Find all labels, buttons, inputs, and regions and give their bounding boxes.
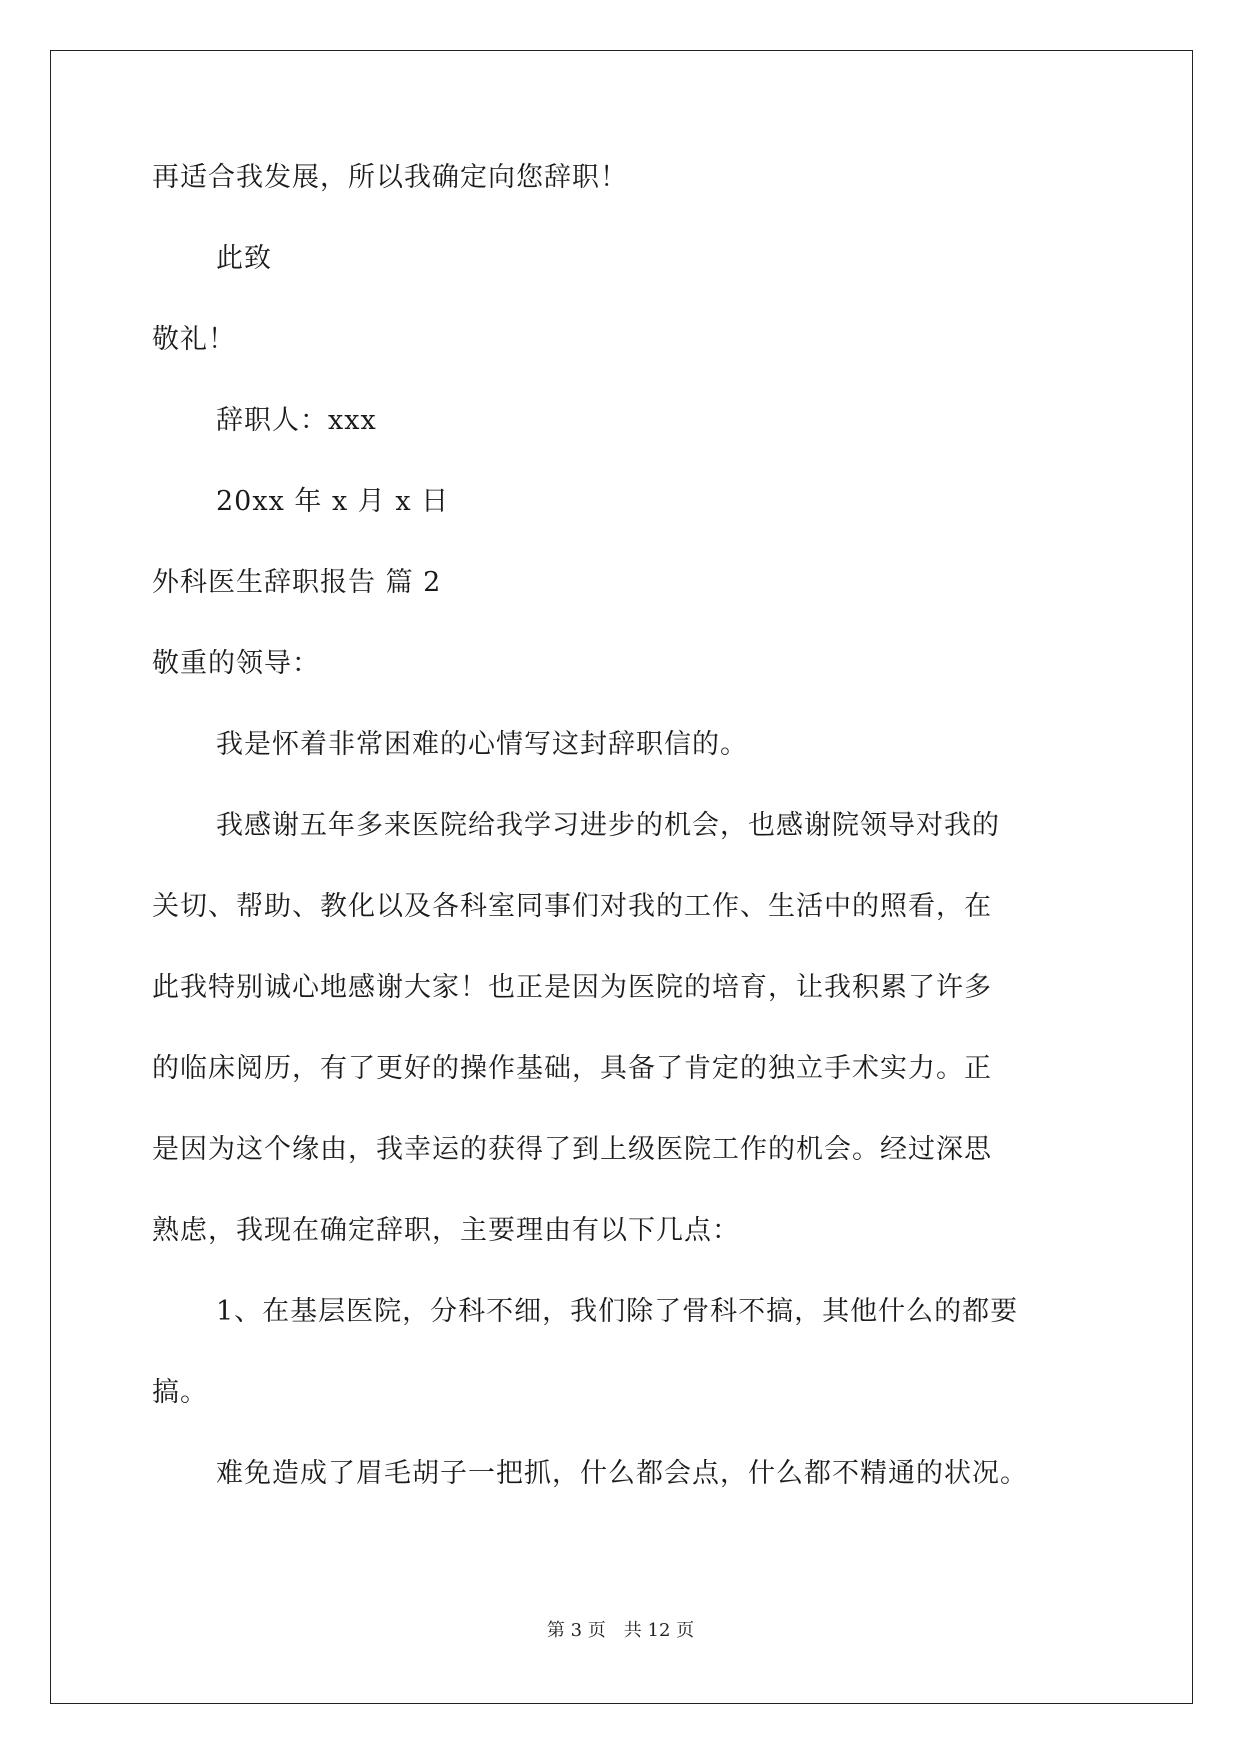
- text-line: 熟虑，我现在确定辞职，主要理由有以下几点：: [152, 1215, 740, 1246]
- text-line: 我感谢五年多来医院给我学习进步的机会，也感谢院领导对我的: [216, 810, 1000, 841]
- document-body: [152, 158, 1098, 1535]
- text-line: 再适合我发展，所以我确定向您辞职！: [152, 162, 628, 193]
- page-number: 第 3 页: [546, 1620, 606, 1641]
- text-line: 1、在基层医院，分科不细，我们除了骨科不搞，其他什么的都要: [216, 1296, 1019, 1327]
- text-line: 搞。: [152, 1377, 208, 1408]
- text-line: 此我特别诚心地感谢大家！也正是因为医院的培育，让我积累了许多: [152, 972, 992, 1003]
- salutation: 敬重的领导：: [152, 648, 320, 679]
- text-line: 关切、帮助、教化以及各科室同事们对我的工作、生活中的照看，在: [152, 891, 992, 922]
- signature-line: 辞职人：xxx: [216, 405, 377, 436]
- text-line: 的临床阅历，有了更好的操作基础，具备了肯定的独立手术实力。正: [152, 1053, 992, 1084]
- text-line: 敬礼！: [152, 324, 236, 355]
- section-heading: 外科医生辞职报告 篇 2: [152, 567, 442, 598]
- date-line: 20xx 年 x 月 x 日: [216, 486, 450, 517]
- text-line: 难免造成了眉毛胡子一把抓，什么都会点，什么都不精通的状况。: [216, 1458, 1028, 1489]
- text-line: 此致: [216, 243, 272, 274]
- text-line: 我是怀着非常困难的心情写这封辞职信的。: [216, 729, 748, 760]
- page-total: 共 12 页: [623, 1620, 695, 1641]
- page-footer: [0, 1616, 1241, 1642]
- text-line: 是因为这个缘由，我幸运的获得了到上级医院工作的机会。经过深思: [152, 1134, 992, 1165]
